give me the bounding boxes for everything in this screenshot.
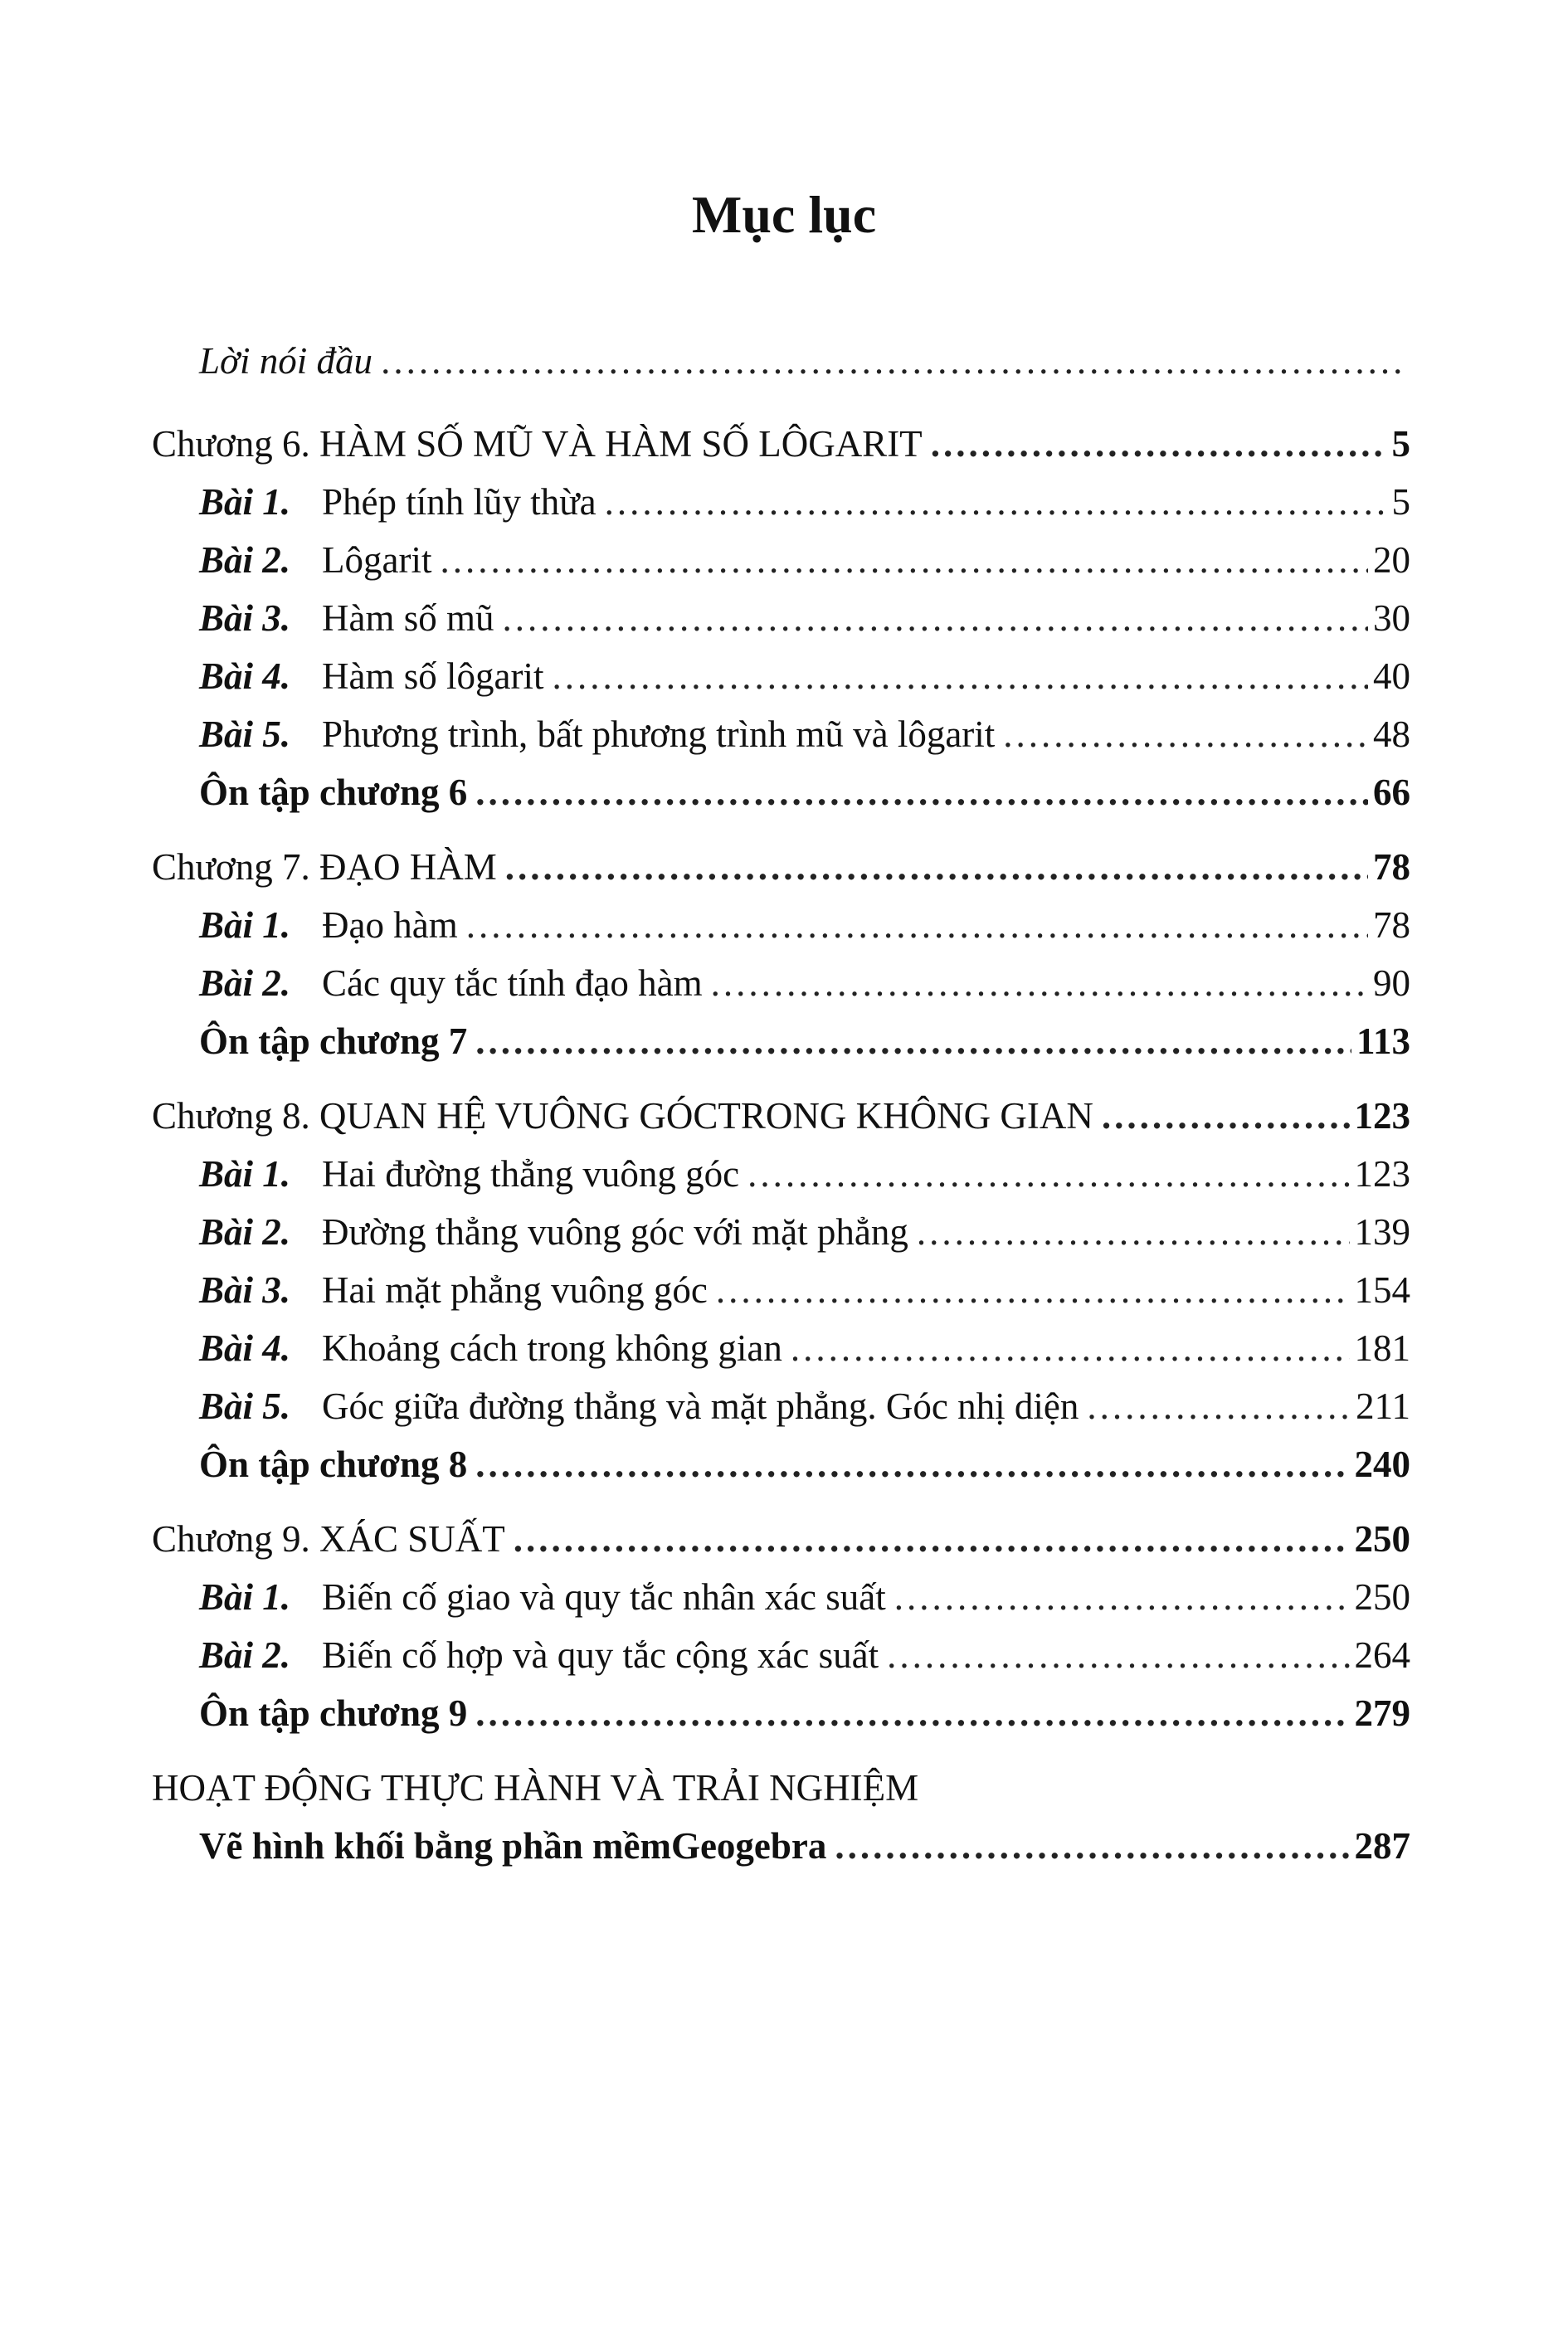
toc-lesson-label <box>199 535 431 585</box>
dot-leader <box>475 1439 1349 1489</box>
page-number: 211 <box>1356 1385 1410 1427</box>
lesson-number: Bài 2. <box>199 962 291 1004</box>
dot-leader <box>505 842 1368 892</box>
dot-leader <box>747 1149 1349 1199</box>
toc-lesson-label <box>199 651 543 701</box>
toc-chapter-label: Chương 8. QUAN HỆ VUÔNG GÓCTRONG KHÔNG GIAN <box>152 1095 1093 1137</box>
page-number: 20 <box>1373 539 1410 581</box>
lesson-title: Phép tính lũy thừa <box>322 481 597 523</box>
toc-preface[interactable] <box>199 336 1410 386</box>
dot-leader <box>716 1265 1350 1315</box>
page-number: 123 <box>1354 1153 1410 1195</box>
toc-lesson[interactable] <box>199 1630 1410 1680</box>
toc-review[interactable] <box>199 1016 1410 1066</box>
toc-review-label: Ôn tập chương 6 <box>199 772 468 813</box>
toc-lesson-label <box>199 1323 782 1373</box>
page-title: Mục lục <box>691 185 877 244</box>
lesson-number: Bài 2. <box>199 1634 291 1676</box>
page-number: 113 <box>1356 1020 1410 1062</box>
toc-lesson-label <box>199 958 703 1008</box>
toc-lesson-label <box>199 1381 1079 1431</box>
toc-review-label: Vẽ hình khối bằng phần mềmGeogebra <box>199 1825 827 1867</box>
page-number: 5 <box>1391 481 1410 523</box>
toc-review[interactable] <box>199 1439 1410 1489</box>
lesson-number: Bài 1. <box>199 1153 291 1195</box>
dot-leader <box>475 767 1368 817</box>
toc-lesson-label <box>199 709 995 759</box>
toc-lesson[interactable] <box>199 651 1410 701</box>
page-number: 40 <box>1373 655 1410 697</box>
lesson-number: Bài 5. <box>199 1385 291 1427</box>
lesson-title: Hàm số mũ <box>322 597 494 639</box>
toc-lesson-label <box>199 593 494 643</box>
lesson-title: Hai đường thẳng vuông góc <box>322 1153 740 1195</box>
dot-leader <box>466 900 1368 950</box>
page-number: 250 <box>1354 1576 1410 1618</box>
dot-leader <box>791 1323 1350 1373</box>
page-number: 48 <box>1373 713 1410 755</box>
toc-chapter[interactable] <box>152 419 1410 469</box>
page-number: 5 <box>1391 423 1410 465</box>
toc-lesson[interactable] <box>199 1381 1410 1431</box>
lesson-title: Hàm số lôgarit <box>322 655 544 697</box>
toc-lesson-label <box>199 1630 879 1680</box>
lesson-title: Góc giữa đường thẳng và mặt phẳng. Góc nhị diện <box>322 1385 1079 1427</box>
toc-chapter-label: Chương 9. XÁC SUẤT <box>152 1518 505 1560</box>
dot-leader <box>475 1688 1349 1738</box>
lesson-number: Bài 1. <box>199 904 291 946</box>
toc-lesson-label <box>199 900 458 950</box>
page-number: 139 <box>1354 1211 1410 1253</box>
lesson-number: Bài 3. <box>199 1269 291 1311</box>
dot-leader <box>552 651 1368 701</box>
page-number: 78 <box>1373 904 1410 946</box>
toc-preface-label: Lời nói đầu <box>199 340 373 382</box>
lesson-number: Bài 2. <box>199 539 291 581</box>
dot-leader <box>440 535 1368 585</box>
lesson-number: Bài 4. <box>199 655 291 697</box>
dot-leader <box>1102 1091 1350 1141</box>
toc-lesson-label <box>199 1265 708 1315</box>
page-number: 30 <box>1373 597 1410 639</box>
dot-leader <box>475 1016 1351 1066</box>
page-number: 154 <box>1354 1269 1410 1311</box>
lesson-title: Đạo hàm <box>322 904 458 946</box>
dot-leader <box>917 1207 1350 1257</box>
toc-lesson[interactable] <box>199 900 1410 950</box>
toc-lesson[interactable] <box>199 1207 1410 1257</box>
lesson-number: Bài 1. <box>199 481 291 523</box>
lesson-title: Khoảng cách trong không gian <box>322 1327 782 1369</box>
dot-leader <box>1087 1381 1351 1431</box>
page-number: 240 <box>1354 1444 1410 1485</box>
toc-review[interactable] <box>199 1688 1410 1738</box>
toc-chapter[interactable] <box>152 1091 1410 1141</box>
toc-lesson-label <box>199 1207 908 1257</box>
toc-chapter-label: Chương 7. ĐẠO HÀM <box>152 846 497 888</box>
toc-lesson[interactable] <box>199 709 1410 759</box>
toc-lesson[interactable] <box>199 958 1410 1008</box>
toc-lesson-label <box>199 1149 739 1199</box>
toc-lesson[interactable] <box>199 477 1410 527</box>
page-number: 250 <box>1354 1518 1410 1560</box>
lesson-title: Đường thẳng vuông góc với mặt phẳng <box>322 1211 908 1253</box>
dot-leader <box>1003 709 1368 759</box>
dot-leader <box>711 958 1368 1008</box>
toc-lesson[interactable] <box>199 1323 1410 1373</box>
toc-section-label: HOẠT ĐỘNG THỰC HÀNH VÀ TRẢI NGHIỆM <box>152 1767 919 1809</box>
lesson-title: Các quy tắc tính đạo hàm <box>322 962 703 1004</box>
page-number: 264 <box>1354 1634 1410 1676</box>
page-number: 279 <box>1354 1692 1410 1734</box>
toc-lesson[interactable] <box>199 1149 1410 1199</box>
toc-chapter-label: Chương 6. HÀM SỐ MŨ VÀ HÀM SỐ LÔGARIT <box>152 423 923 465</box>
dot-leader <box>605 477 1387 527</box>
toc-review[interactable] <box>199 1821 1410 1871</box>
page-number: 90 <box>1373 962 1410 1004</box>
toc-review-label: Ôn tập chương 7 <box>199 1020 468 1062</box>
dot-leader <box>381 336 1405 386</box>
dot-leader <box>887 1630 1349 1680</box>
toc-lesson[interactable] <box>199 535 1410 585</box>
lesson-title: Biến cố giao và quy tắc nhân xác suất <box>322 1576 886 1618</box>
lesson-number: Bài 5. <box>199 713 291 755</box>
lesson-title: Phương trình, bất phương trình mũ và lôgarit <box>322 713 996 755</box>
toc-review-label: Ôn tập chương 8 <box>199 1444 468 1485</box>
toc-review-label: Ôn tập chương 9 <box>199 1692 468 1734</box>
dot-leader <box>835 1821 1349 1871</box>
page-number: 123 <box>1354 1095 1410 1137</box>
dot-leader <box>894 1572 1350 1622</box>
dot-leader <box>503 593 1369 643</box>
toc-lesson-label <box>199 477 597 527</box>
toc-review[interactable] <box>199 767 1410 817</box>
page-number: 181 <box>1354 1327 1410 1369</box>
lesson-title: Hai mặt phẳng vuông góc <box>322 1269 708 1311</box>
page-number: 78 <box>1373 846 1410 888</box>
toc-lesson[interactable] <box>199 1572 1410 1622</box>
lesson-number: Bài 1. <box>199 1576 291 1618</box>
lesson-number: Bài 4. <box>199 1327 291 1369</box>
toc-section[interactable] <box>152 1763 1410 1813</box>
lesson-number: Bài 2. <box>199 1211 291 1253</box>
page-number: 66 <box>1373 772 1410 813</box>
lesson-number: Bài 3. <box>199 597 291 639</box>
toc-chapter[interactable] <box>152 1514 1410 1564</box>
dot-leader <box>514 1514 1350 1564</box>
dot-leader <box>931 419 1387 469</box>
lesson-title: Biến cố hợp và quy tắc cộng xác suất <box>322 1634 879 1676</box>
toc-lesson-label <box>199 1572 886 1622</box>
toc-lesson[interactable] <box>199 593 1410 643</box>
toc-lesson[interactable] <box>199 1265 1410 1315</box>
toc-chapter[interactable] <box>152 842 1410 892</box>
page-number: 287 <box>1354 1825 1410 1867</box>
lesson-title: Lôgarit <box>322 539 432 581</box>
